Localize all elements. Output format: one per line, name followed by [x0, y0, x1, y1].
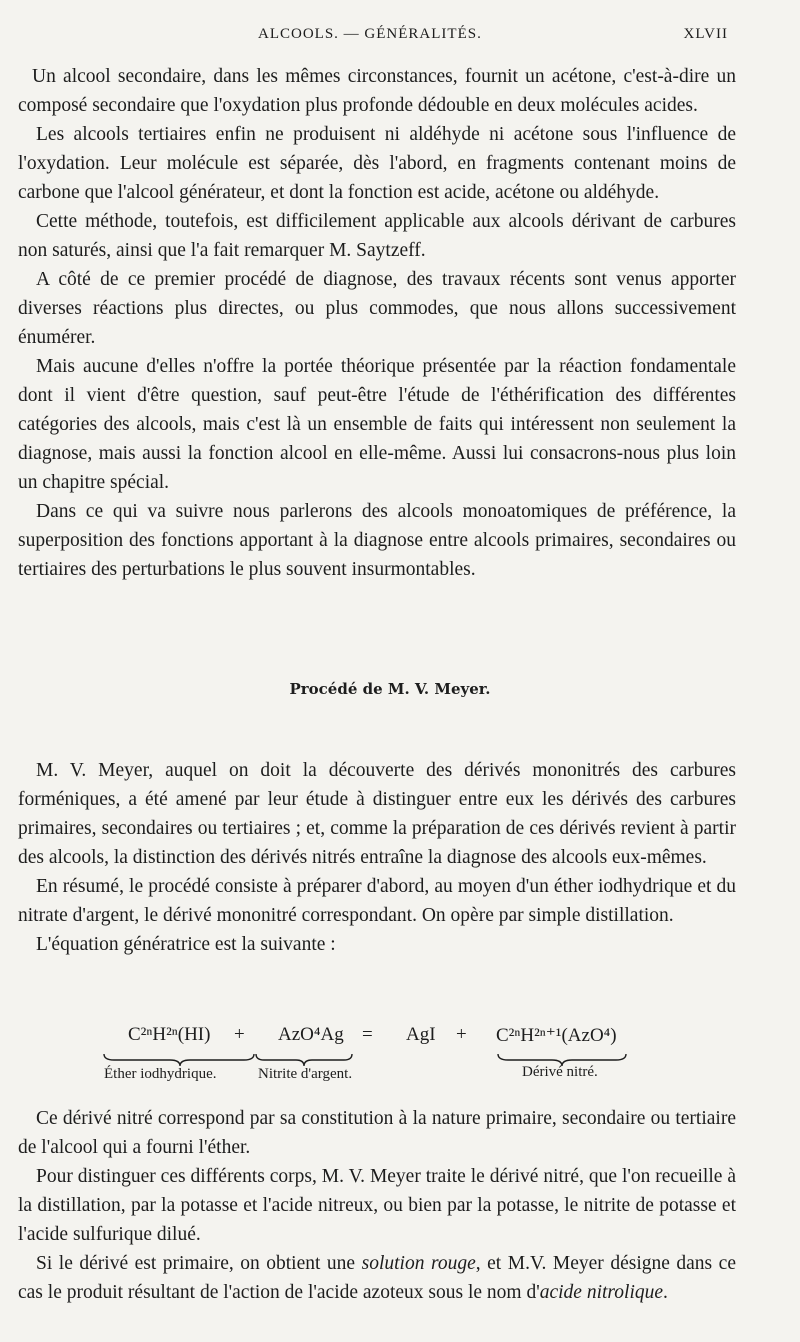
text-run: . — [663, 1282, 668, 1303]
equation-term-ether: C²ⁿH²ⁿ(HI) — [128, 1024, 211, 1045]
equation-term-nitro: C²ⁿH²ⁿ⁺¹(AzO⁴) — [496, 1025, 617, 1046]
equation-equals: = — [362, 1024, 373, 1045]
page-number: XLVII — [683, 26, 728, 42]
paragraph-nitrolic — [18, 1249, 736, 1307]
italic-term: solution rouge — [361, 1253, 476, 1274]
equation-plus: + — [456, 1024, 467, 1045]
label-ether: Éther iodhydrique. — [104, 1066, 217, 1082]
text-run: Si le dérivé est primaire, on obtient une — [36, 1253, 362, 1274]
label-nitro: Dérivé nitré. — [522, 1064, 598, 1080]
equation-term-agi: AgI — [406, 1024, 436, 1045]
paragraph: M. V. Meyer, auquel on doit la découverte des dérivés mononitrés des carbures forméniques, a été amené par leur étude à distinguer entre eux les dérivés des carbures primaires, secondaires ou tertiaires ; et, comme la préparation de ces dérivés revient à partir des alcools, la distinction des dérivés nitrés entraîne la diagnose des alcools eux-mêmes. — [18, 760, 736, 868]
paragraph: Pour distinguer ces différents corps, M. V. Meyer traite le dérivé nitré, que l'on recueille à la distillation, par la potasse et l'acide nitreux, ou bien par la potasse, le nitrite de potasse et l'acide sulfurique dilué. — [18, 1166, 736, 1245]
paragraph: Dans ce qui va suivre nous parlerons des alcools monoatomiques de préférence, la superposition des fonctions apportant à la diagnose entre alcools primaires, secondaires ou tertiaires des perturbations le plus souvent insurmontables. — [18, 501, 736, 580]
italic-term: acide nitrolique — [539, 1282, 664, 1303]
paragraph: L'équation génératrice est la suivante : — [36, 934, 336, 955]
section-heading: Procédé de M. V. Meyer. — [289, 680, 491, 698]
chemical-equation — [0, 1018, 800, 1088]
running-header — [0, 26, 800, 48]
top-text-block — [18, 62, 736, 584]
paragraph: Mais aucune d'elles n'offre la portée théorique présentée par la réaction fondamentale dont il vient d'être question, sauf peut-être l'étude de l'éthérification des différentes catégories des alcools, mais c'est là un ensemble de faits qui intéressent non seulement la diagnose, mais aussi la fonction alcool en elle-même. Aussi lui consacrons-nous plus loin un chapitre spécial. — [18, 356, 736, 493]
text-run: , et M.V. Meyer désigne dans ce cas le produit résultant de l'action de l'acide azoteux sous le nom d' — [18, 1253, 736, 1303]
paragraph: A côté de ce premier procédé de diagnose, des travaux récents sont venus apporter diverses réactions plus directes, ou plus commodes, que nous allons successivement énumérer. — [18, 269, 736, 348]
paragraph: Un alcool secondaire, dans les mêmes circonstances, fournit un acétone, c'est-à-dire un composé secondaire que l'oxydation plus profonde dédouble en deux molécules acides. — [18, 66, 736, 116]
running-title: ALCOOLS. — GÉNÉRALITÉS. — [258, 26, 482, 42]
paragraph: Cette méthode, toutefois, est difficilement applicable aux alcools dérivant de carbures non saturés, ainsi que l'a fait remarquer M. Saytzeff. — [18, 211, 736, 261]
paragraph: Les alcools tertiaires enfin ne produisent ni aldéhyde ni acétone sous l'influence de l'oxydation. Leur molécule est séparée, dès l'abord, en fragments contenant moins de carbone que l'alcool générateur, et dont la fonction est acide, acétone ou aldéhyde. — [18, 124, 736, 203]
middle-text-block — [18, 756, 736, 959]
paragraph: Ce dérivé nitré correspond par sa constitution à la nature primaire, secondaire ou tertiaire de l'alcool qui a fourni l'éther. — [18, 1108, 736, 1158]
bottom-text-block — [18, 1104, 736, 1307]
underbrace-nitrite — [256, 1054, 352, 1066]
paragraph: En résumé, le procédé consiste à préparer d'abord, au moyen d'un éther iodhydrique et du nitrate d'argent, le dérivé mononitré correspondant. On opère par simple distillation. — [18, 876, 736, 926]
equation-term-nitrite: AzO⁴Ag — [278, 1024, 344, 1045]
underbrace-ether — [104, 1054, 254, 1066]
equation-plus: + — [234, 1024, 245, 1045]
label-nitrite: Nitrite d'argent. — [258, 1066, 353, 1082]
